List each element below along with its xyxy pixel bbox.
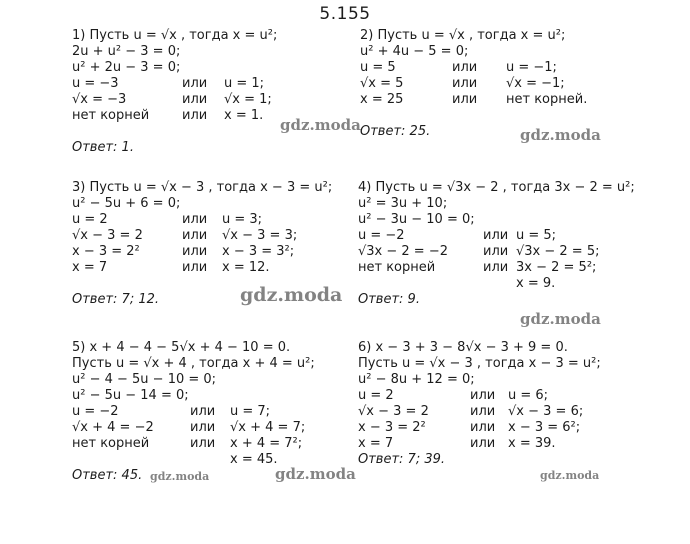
solution-segment: или — [182, 108, 208, 123]
solution-segment: u = 3; — [222, 212, 263, 227]
solution-segment: u = 6; — [508, 388, 549, 403]
solution-segment: x = 45. — [230, 452, 278, 467]
solution-segment: или — [182, 244, 208, 259]
solution-segment: u² − 4 − 5u − 10 = 0; — [72, 372, 217, 387]
solution-segment: 4) Пусть u = √3x − 2 , тогда 3x − 2 = u²; — [358, 180, 635, 195]
answer-line: Ответ: 9. — [358, 292, 420, 307]
solution-segment: или — [182, 76, 208, 91]
answer-line: Ответ: 7; 12. — [72, 292, 160, 307]
solution-segment: u² − 5u − 14 = 0; — [72, 388, 189, 403]
solution-segment: нет корней. — [506, 92, 588, 107]
solution-segment: √3x − 2 = 5; — [516, 244, 600, 259]
answer-line: Ответ: 1. — [72, 140, 134, 155]
solution-segment: x = 12. — [222, 260, 270, 275]
solution-segment: 2) Пусть u = √x , тогда x = u²; — [360, 28, 566, 43]
exercise-number: 5.155 — [319, 4, 371, 24]
solution-segment: √x = −3 — [72, 92, 127, 107]
solution-segment: 3) Пусть u = √x − 3 , тогда x − 3 = u²; — [72, 180, 333, 195]
solution-segment: √x = −1; — [506, 76, 565, 91]
solution-segment: или — [190, 436, 216, 451]
answer-line: Ответ: 25. — [360, 124, 431, 139]
solution-segment: x − 3 = 2² — [358, 420, 426, 435]
solution-segment: или — [470, 388, 496, 403]
answer-line: Ответ: 7; 39. — [358, 452, 446, 467]
solution-segment: или — [182, 260, 208, 275]
solution-segment: 5) x + 4 − 4 − 5√x + 4 − 10 = 0. — [72, 340, 291, 355]
solution-segment: x = 7 — [358, 436, 394, 451]
solution-segment: u² = 3u + 10; — [358, 196, 448, 211]
solution-segment: x = 25 — [360, 92, 404, 107]
solution-segment: или — [190, 420, 216, 435]
solution-segment: u = 5; — [516, 228, 557, 243]
solution-segment: нет корней — [72, 436, 150, 451]
solution-segment: √x − 3 = 3; — [222, 228, 298, 243]
solution-segment: x = 9. — [516, 276, 556, 291]
solution-segment: или — [483, 244, 509, 259]
solution-segment: u = −3 — [72, 76, 119, 91]
watermark: gdz.moda — [280, 116, 361, 134]
solution-segment: нет корней — [358, 260, 436, 275]
solution-segment: u² + 4u − 5 = 0; — [360, 44, 469, 59]
watermark: gdz.moda — [240, 284, 343, 306]
solution-segment: u = 2 — [72, 212, 108, 227]
solution-segment: x = 1. — [224, 108, 264, 123]
solution-segment: или — [182, 228, 208, 243]
solution-segment: u² + 2u − 3 = 0; — [72, 60, 181, 75]
watermark: gdz.moda — [540, 469, 600, 482]
solution-segment: или — [483, 228, 509, 243]
solution-segment: 6) x − 3 + 3 − 8√x − 3 + 9 = 0. — [358, 340, 568, 355]
solution-segment: или — [182, 212, 208, 227]
watermark: gdz.moda — [150, 470, 210, 483]
solution-segment: Пусть u = √x + 4 , тогда x + 4 = u²; — [72, 356, 315, 371]
solution-segment: u = 7; — [230, 404, 271, 419]
solution-segment: или — [470, 436, 496, 451]
solution-segment: u² − 8u + 12 = 0; — [358, 372, 475, 387]
solution-segment: x − 3 = 6²; — [508, 420, 581, 435]
solution-segment: 2u + u² − 3 = 0; — [72, 44, 181, 59]
solution-segment: √3x − 2 = −2 — [358, 244, 448, 259]
solution-segment: x + 4 = 7²; — [230, 436, 303, 451]
solution-segment: √x + 4 = 7; — [230, 420, 306, 435]
solution-segment: u = −2 — [358, 228, 405, 243]
solution-segment: √x + 4 = −2 — [72, 420, 154, 435]
solution-segment: 3x − 2 = 5²; — [516, 260, 597, 275]
solution-segment: или — [182, 92, 208, 107]
watermark: gdz.moda — [275, 465, 356, 483]
solution-segment: √x − 3 = 2 — [72, 228, 143, 243]
solution-segment: или — [470, 404, 496, 419]
solution-segment: нет корней — [72, 108, 150, 123]
solution-segment: u = −1; — [506, 60, 557, 75]
watermark: gdz.moda — [520, 126, 601, 144]
solution-segment: или — [452, 60, 478, 75]
solution-segment: u² − 5u + 6 = 0; — [72, 196, 181, 211]
solution-segment: x = 7 — [72, 260, 108, 275]
solution-segment: или — [483, 260, 509, 275]
solution-segment: 1) Пусть u = √x , тогда x = u²; — [72, 28, 278, 43]
answer-line: Ответ: 45. — [72, 468, 143, 483]
watermark: gdz.moda — [520, 310, 601, 328]
solution-segment: x − 3 = 3²; — [222, 244, 295, 259]
solution-segment: Пусть u = √x − 3 , тогда x − 3 = u²; — [358, 356, 601, 371]
solution-segment: или — [470, 420, 496, 435]
solution-segment: √x = 5 — [360, 76, 404, 91]
solution-segment: или — [452, 76, 478, 91]
solution-segment: u² − 3u − 10 = 0; — [358, 212, 475, 227]
solution-segment: или — [452, 92, 478, 107]
solution-segment: x = 39. — [508, 436, 556, 451]
solution-segment: x − 3 = 2² — [72, 244, 140, 259]
solution-segment: u = 1; — [224, 76, 265, 91]
solution-segment: u = 2 — [358, 388, 394, 403]
solution-segment: √x − 3 = 6; — [508, 404, 584, 419]
solution-segment: √x − 3 = 2 — [358, 404, 429, 419]
solution-segment: √x = 1; — [224, 92, 272, 107]
solution-segment: или — [190, 404, 216, 419]
solution-segment: u = −2 — [72, 404, 119, 419]
solution-segment: u = 5 — [360, 60, 396, 75]
